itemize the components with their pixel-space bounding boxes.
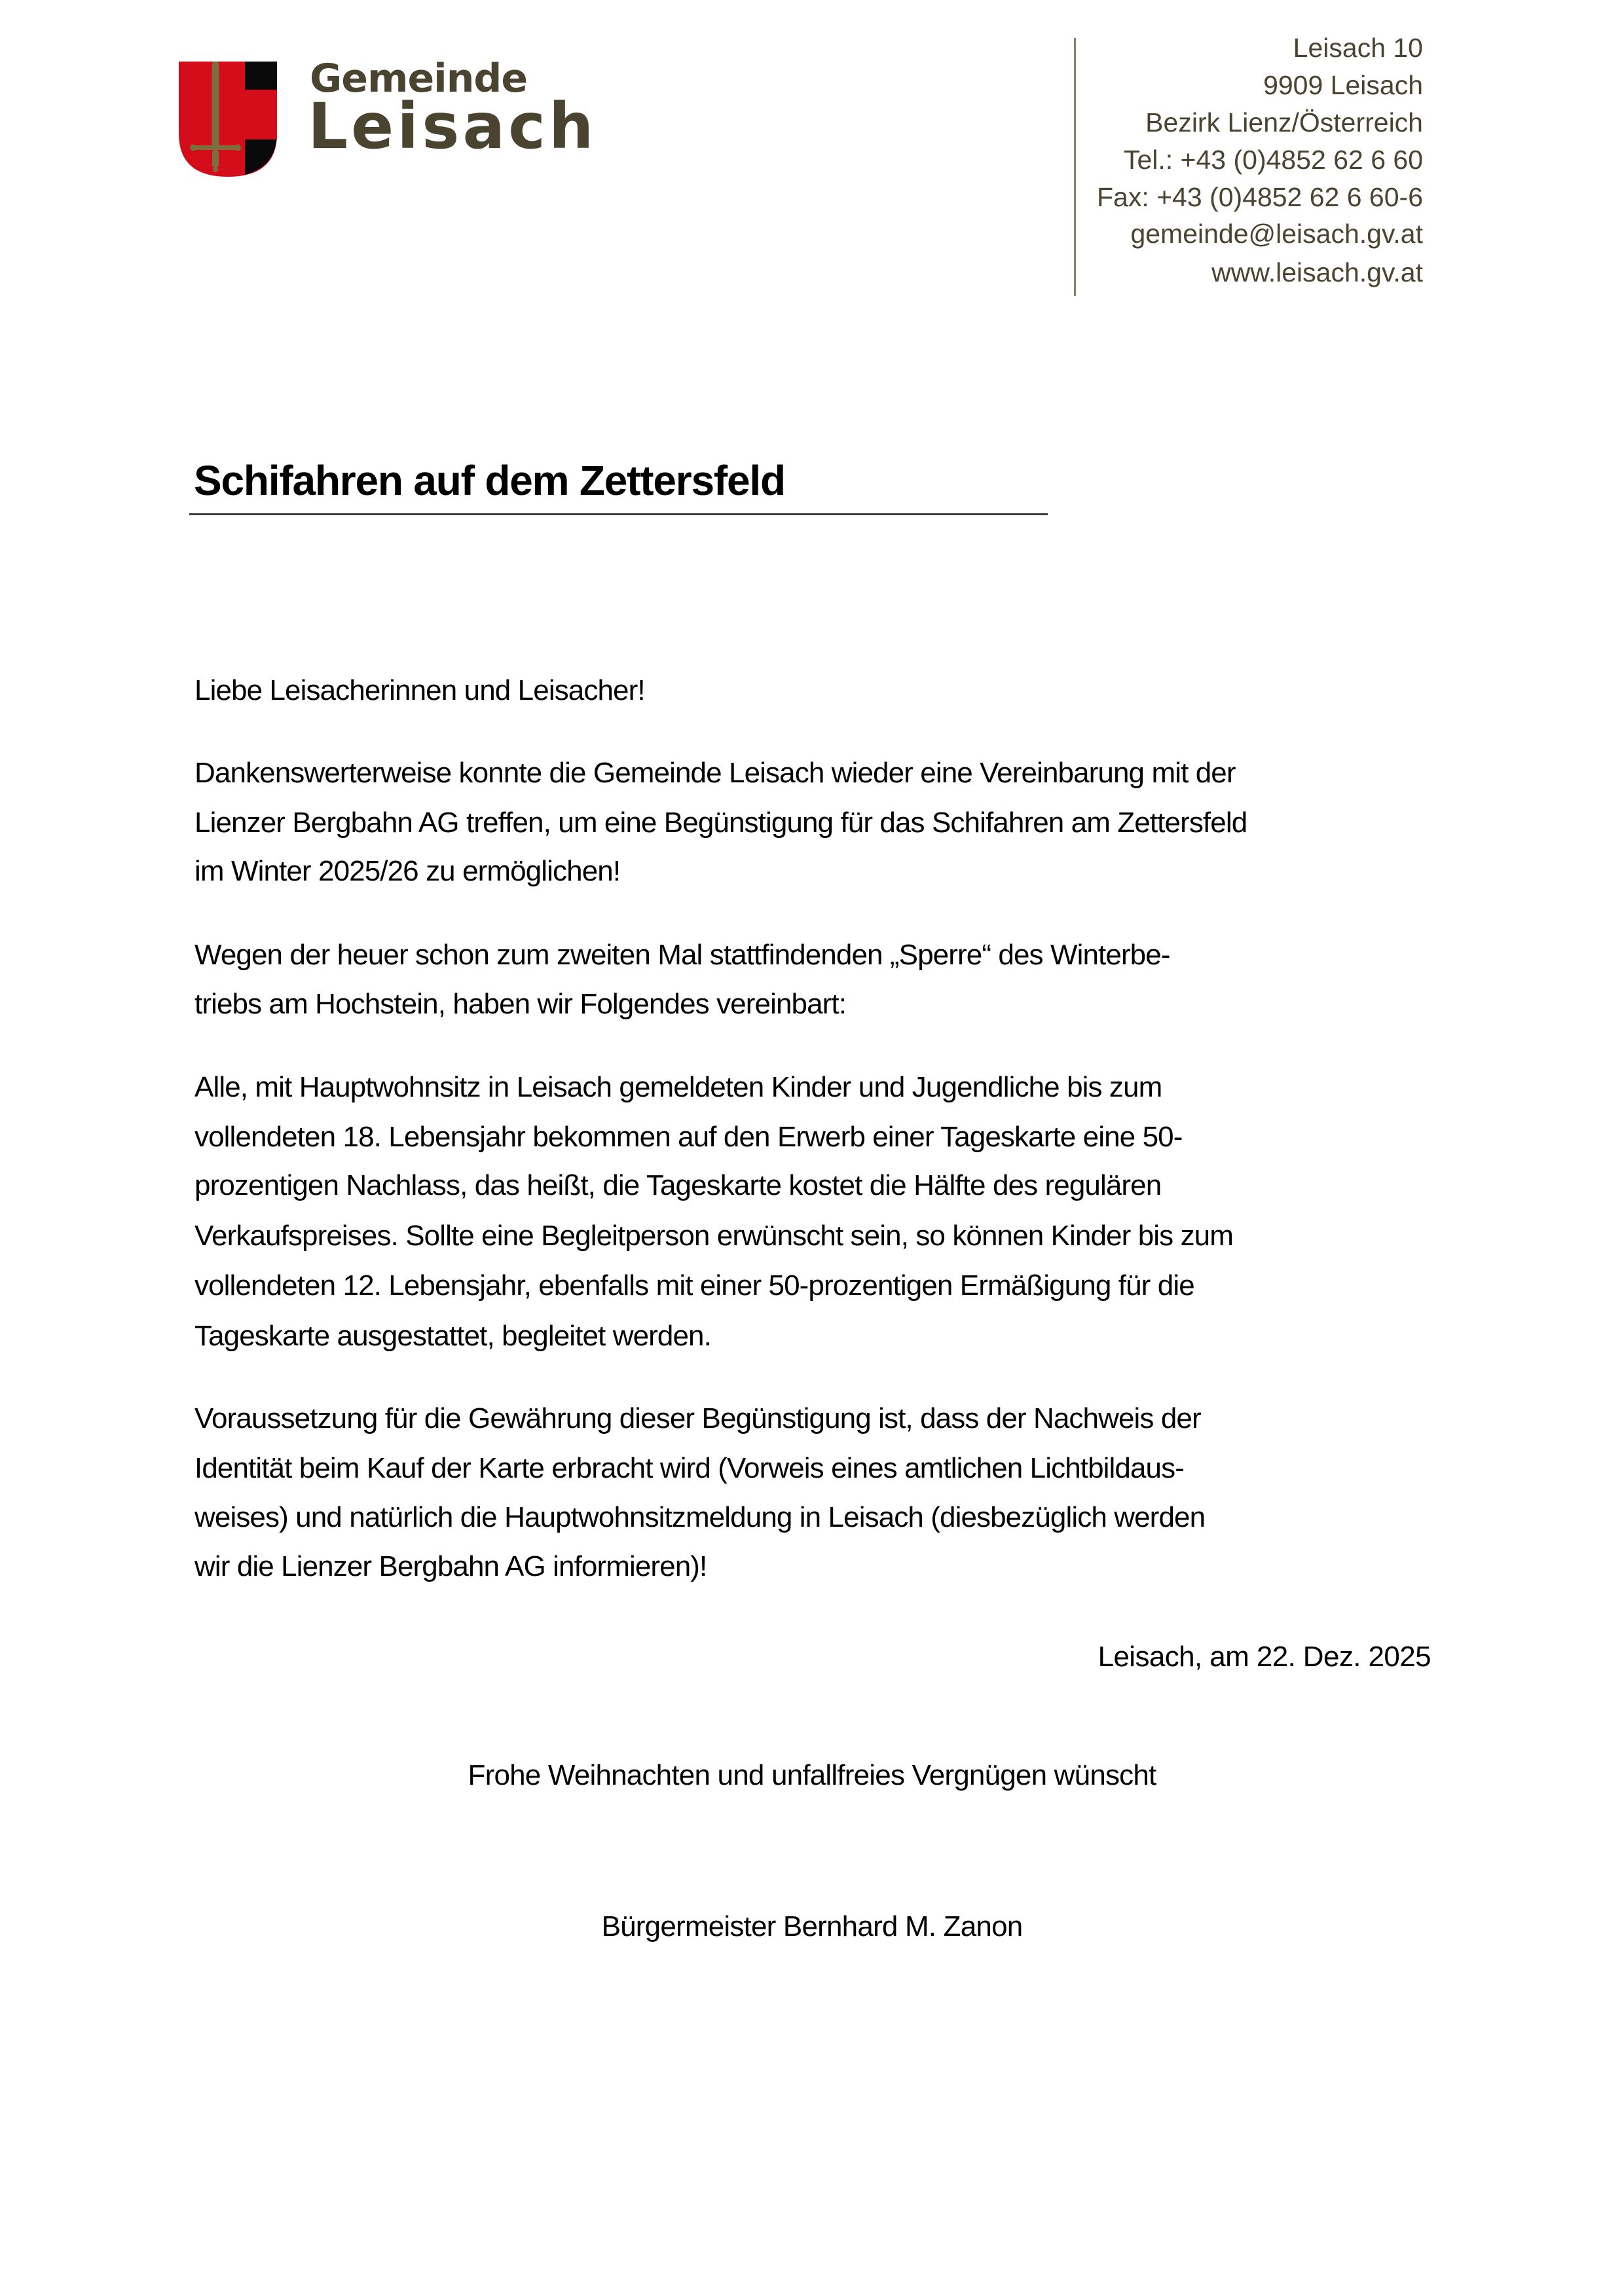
paragraph-line: Voraussetzung für die Gewährung dieser Begünstigung ist, dass der Nachweis der xyxy=(194,1402,1201,1434)
title-underline xyxy=(189,513,1048,515)
paragraph-line: wir die Lienzer Bergbahn AG informieren)! xyxy=(194,1550,707,1582)
address-city: 9909 Leisach xyxy=(1263,70,1423,100)
logo-wordmark-leisach: Leisach xyxy=(308,90,597,163)
coat-of-arms-icon xyxy=(179,62,277,177)
logo-wordmark-gemeinde: Gemeinde xyxy=(310,56,528,101)
paragraph-line: prozentigen Nachlass, das heißt, die Tageskarte kostet die Hälfte des regulären xyxy=(194,1169,1162,1201)
greeting: Liebe Leisacherinnen und Leisacher! xyxy=(194,674,645,706)
paragraph-line: Lienzer Bergbahn AG treffen, um eine Begünstigung für das Schifahren am Zettersfeld xyxy=(194,807,1247,839)
paragraph-line: vollendeten 12. Lebensjahr, ebenfalls mit einer 50-prozentigen Ermäßigung für die xyxy=(194,1269,1194,1302)
address-fax: Fax: +43 (0)4852 62 6 60-6 xyxy=(1096,182,1423,212)
paragraph-line: Tageskarte ausgestattet, begleitet werden. xyxy=(194,1320,711,1352)
address-email[interactable]: gemeinde@leisach.gv.at xyxy=(1130,219,1423,249)
document-title: Schifahren auf dem Zettersfeld xyxy=(194,457,785,504)
paragraph-line: triebs am Hochstein, haben wir Folgendes vereinbart: xyxy=(194,988,847,1020)
paragraph-line: Alle, mit Hauptwohnsitz in Leisach gemeldeten Kinder und Jugendliche bis zum xyxy=(194,1071,1162,1103)
paragraph-line: Verkaufspreises. Sollte eine Begleitperson erwünscht sein, so können Kinder bis zum xyxy=(194,1220,1233,1252)
address-district: Bezirk Lienz/Österreich xyxy=(1145,107,1423,137)
address-divider xyxy=(1074,38,1076,296)
paragraph-line: vollendeten 18. Lebensjahr bekommen auf den Erwerb einer Tageskarte eine 50- xyxy=(194,1121,1183,1153)
paragraph-line: weises) und natürlich die Hauptwohnsitzmeldung in Leisach (diesbezüglich werden xyxy=(194,1501,1206,1533)
shield-black-upper xyxy=(245,62,277,90)
paragraph-line: Dankenswerterweise konnte die Gemeinde Leisach wieder eine Vereinbarung mit der xyxy=(194,757,1236,789)
address-street: Leisach 10 xyxy=(1293,33,1423,63)
date-line: Leisach, am 22. Dez. 2025 xyxy=(1098,1641,1431,1673)
paragraph-line: Wegen der heuer schon zum zweiten Mal stattfindenden „Sperre“ des Winterbe- xyxy=(194,939,1170,971)
signature-line: Bürgermeister Bernhard M. Zanon xyxy=(601,1910,1023,1942)
address-website[interactable]: www.leisach.gv.at xyxy=(1211,257,1423,287)
paragraph-line: im Winter 2025/26 zu ermöglichen! xyxy=(194,855,621,887)
address-phone: Tel.: +43 (0)4852 62 6 60 xyxy=(1123,145,1423,175)
paragraph-line: Identität beim Kauf der Karte erbracht wird (Vorweis eines amtlichen Lichtbildaus- xyxy=(194,1452,1184,1484)
closing-greeting: Frohe Weihnachten und unfallfreies Vergnügen wünscht xyxy=(468,1759,1156,1791)
